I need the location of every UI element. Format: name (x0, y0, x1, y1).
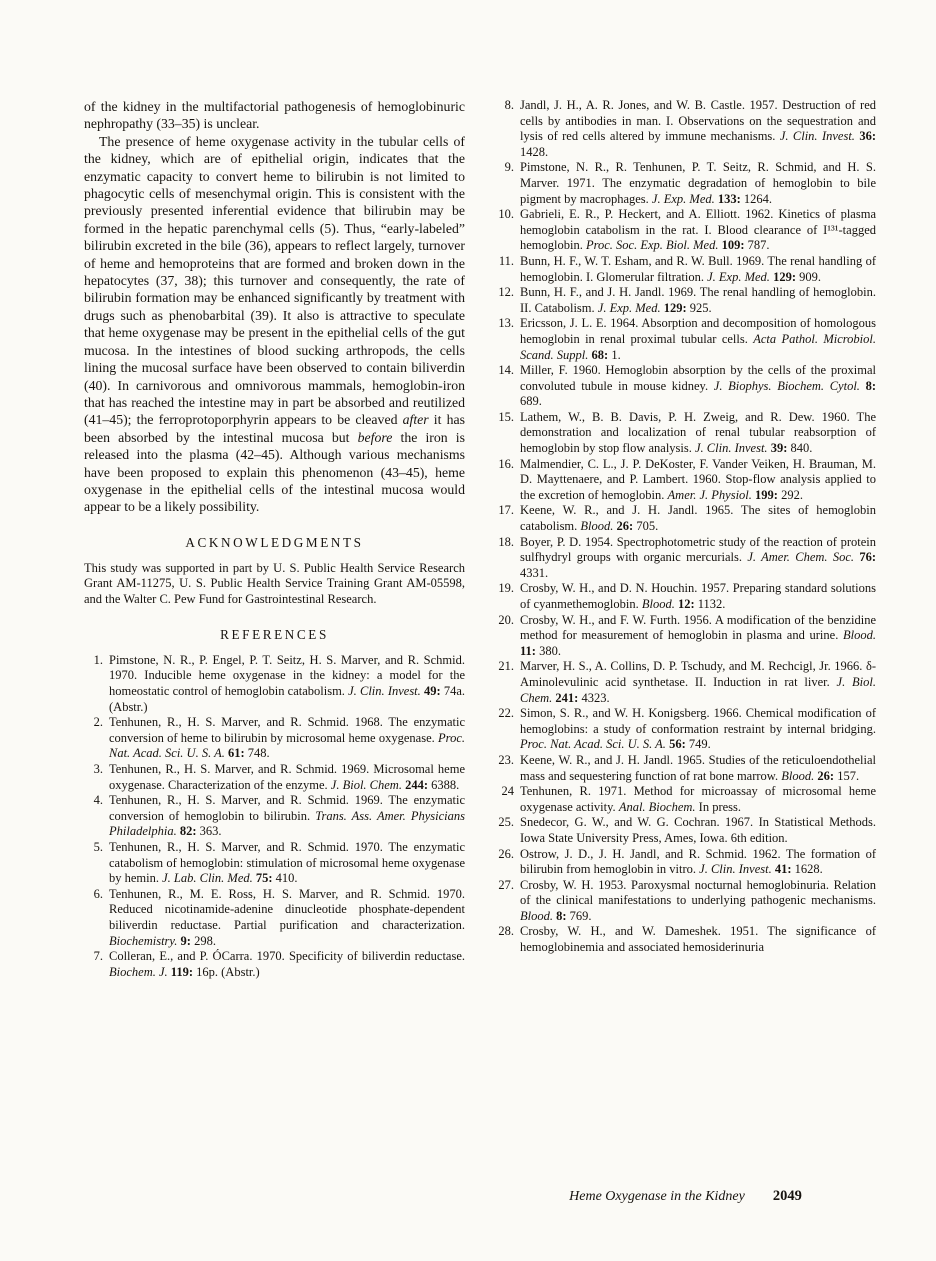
volume-number: 8: (865, 378, 877, 393)
journal-name: J. Clin. Invest. (348, 684, 421, 699)
journal-name: J. Clin. Invest. (695, 441, 768, 456)
volume-number: 109: (721, 238, 745, 253)
references-list-right (495, 98, 876, 956)
journal-name: J. Biol. Chem. (520, 674, 876, 705)
page-reference: 4323. (581, 690, 610, 705)
italic-word-after: after (402, 412, 429, 428)
reference-text: Snedecor, G. W., and W. G. Cochran. 1967. In Statistical Methods. Iowa State University Press, Ames, Iowa. 6th edition. (520, 815, 876, 845)
page-reference: 1628. (794, 862, 823, 877)
reference-item (495, 535, 876, 582)
reference-number: 26. (498, 846, 514, 861)
reference-number: 17. (498, 503, 514, 518)
page-reference: 6388. (431, 777, 460, 792)
page-reference: 157. (837, 768, 860, 783)
reference-item (84, 653, 465, 715)
page-number: 2049 (772, 1188, 802, 1204)
journal-name: Blood. (520, 908, 553, 923)
reference-item (495, 207, 876, 254)
reference-number: 3. (93, 762, 103, 777)
page-reference: 1264. (743, 191, 773, 206)
reference-number: 28. (498, 924, 514, 939)
page-reference: 787. (747, 238, 770, 253)
body-text-segment: it has been absorbed by the intestinal mucosa but (84, 412, 465, 445)
acknowledgments-text: This study was supported in part by U. S. Public Health Service Research Grant AM-11275, U. S. Public Health Service Training Grant AM-05598, and the Walter C. Pew Fund for Gastrointestinal Research. (84, 560, 465, 607)
journal-name: J. Biol. Chem. (330, 777, 402, 792)
journal-name: J. Exp. Med. (597, 300, 661, 315)
volume-number: 41: (774, 862, 792, 877)
reference-text: Ostrow, J. D., J. H. Jandl, and R. Schmid. 1962. The formation of bilirubin from hemoglobin in vitro. (520, 846, 876, 877)
journal-name: Blood. (781, 768, 815, 783)
page-reference: 909. (799, 269, 821, 284)
journal-name: J. Clin. Invest. (779, 129, 855, 144)
journal-name: Acta Pathol. Microbiol. Scand. Suppl. (520, 331, 876, 362)
journal-name: J. Exp. Med. (651, 191, 715, 206)
reference-text: Jandl, J. H., A. R. Jones, and W. B. Castle. 1957. Destruction of red cells by antibodies in man. I. Observations on the sequestration and lysis of red cells altered by immune mechanisms. (520, 98, 876, 144)
journal-name: Trans. Ass. Amer. Physicians Philadelphia. (109, 808, 465, 839)
reference-number: 8. (504, 98, 514, 112)
volume-number: 12: (677, 597, 695, 611)
page-reference: In press. (698, 799, 742, 814)
references-heading: REFERENCES (220, 626, 329, 642)
body-paragraph-continuation: of the kidney in the multifactorial pathogenesis of hemoglobinuric nephropathy (33–35) is unclear. (84, 99, 465, 132)
reference-item (495, 878, 876, 925)
reference-item (495, 706, 876, 753)
references-list-left (84, 653, 465, 980)
reference-number: 21. (498, 659, 514, 674)
journal-name: Proc. Nat. Acad. Sci. U. S. A. (520, 737, 666, 752)
reference-number: 27. (498, 877, 514, 892)
page-reference: 410. (275, 871, 298, 886)
reference-number: 10. (498, 207, 514, 222)
reference-number: 18. (498, 534, 514, 549)
reference-item (495, 659, 876, 706)
page-reference: 1132. (697, 597, 726, 611)
reference-number: 2. (93, 715, 103, 730)
reference-item (84, 840, 465, 887)
journal-name: J. Lab. Clin. Med. (162, 871, 253, 886)
reference-text: Crosby, W. H., and D. N. Houchin. 1957. Preparing standard solutions of cyanmethemoglobin. (520, 581, 876, 611)
journal-name: J. Amer. Chem. Soc. (747, 550, 855, 565)
reference-text: Tenhunen, R., H. S. Marver, and R. Schmid. 1968. The enzymatic conversion of heme to bilirubin by microsomal heme oxygenase. (109, 715, 465, 745)
page-reference: 298. (194, 933, 216, 948)
reference-text: Tenhunen, R., H. S. Marver, and R. Schmid. 1970. The enzymatic catabolism of hemoglobin: stimulation of microsomal heme oxygenase by hemin. (109, 839, 465, 886)
reference-text: Tenhunen, R., M. E. Ross, H. S. Marver, and R. Schmid. 1970. Reduced nicotinamide-adenine dinucleotide phosphate-dependent biliverdin reductase. Partial purification and characterization. (109, 886, 465, 932)
page-reference: 363. (199, 824, 222, 839)
body-paragraph (84, 133, 465, 516)
page-reference: 380. (539, 643, 561, 658)
reference-item (84, 793, 465, 840)
reference-text: Tenhunen, R. 1971. Method for microassay of microsomal heme oxygenase activity. (520, 784, 876, 814)
journal-name: Blood. (843, 628, 876, 643)
journal-name: Amer. J. Physiol. (667, 487, 752, 502)
reference-text: Gabrieli, E. R., P. Heckert, and A. Elliott. 1962. Kinetics of plasma hemoglobin catabolism in the rat. I. Blood clearance of I¹³¹-tagged hemoglobin. (520, 207, 876, 253)
volume-number: 199: (755, 487, 778, 502)
reference-number: 20. (498, 612, 514, 627)
page-reference: 749. (688, 737, 711, 752)
page-reference: 1428. (520, 144, 549, 159)
volume-number: 26: (817, 768, 835, 783)
volume-number: 49: (423, 684, 441, 699)
body-text-segment: The presence of heme oxygenase activity in the tubular cells of the kidney, which are of epithelial origin, indicates that the enzymatic capacity to convert heme to bilirubin is not limited to phagocytic cells of mesenchymal origin. This is consistent with the previously presented inferential evidence that bilirubin may be formed in the hepatic parenchymal cells (5). Thus, “early-labeled” bilirubin excreted in the bile (36), appears to reflect largely, turnover of heme and hemoproteins that are formed and broken down in the hepatocytes (37, 38); this turnover and consequently, the rate of bilirubin formation may be enhanced significantly by treatment with drugs such as phenobarbital (39). It also is attractive to speculate that heme oxygenase may be present in the epithelial cells of the gut mucosa. In the intestines of blood sucking arthropods, the cells lining the mucosal surface have been observed to contain biliverdin (40). In carnivorous and omnivorous mammals, hemoglobin-iron that has reached the intestine may in part be absorbed and reutilized (41–45); the ferroprotoporphyrin appears to be cleaved (84, 133, 465, 428)
page-reference: 689. (520, 394, 542, 409)
reference-number: 15. (498, 409, 514, 424)
reference-item (495, 815, 876, 846)
reference-text: Marver, H. S., A. Collins, D. P. Tschudy, and M. Rechcigl, Jr. 1966. δ-Aminolevulinic acid synthetase. II. Induction in rat liver. (520, 659, 876, 689)
reference-item (495, 581, 876, 612)
reference-text: Tenhunen, R., H. S. Marver, and R. Schmid. 1969. The enzymatic conversion of hemoglobin to bilirubin. (109, 793, 465, 823)
reference-number: 24 (501, 784, 514, 799)
left-column (84, 98, 465, 980)
reference-text: Pimstone, N. R., P. Engel, P. T. Seitz, H. S. Marver, and R. Schmid. 1970. Inducible heme oxygenase in the kidney: a model for the homeostatic control of hemoglobin catabolism. (109, 652, 465, 699)
volume-number: 9: (180, 933, 191, 948)
reference-text: Boyer, P. D. 1954. Spectrophotometric study of the reaction of protein sulfhydryl groups with organic mercurials. (520, 534, 876, 565)
reference-text: Simon, S. R., and W. H. Konigsberg. 1966. Chemical modification of hemoglobins: a study of conformation restraint by internal bridging. (520, 706, 876, 736)
reference-number: 9. (504, 160, 514, 175)
reference-item (84, 949, 465, 980)
page-footer (495, 1188, 876, 1205)
page-reference: 74a. (Abstr.) (109, 684, 466, 714)
reference-text: Pimstone, N. R., R. Tenhunen, P. T. Seitz, R. Schmid, and H. S. Marver. 1971. The enzymatic degradation of hemoglobin to bile pigment by macrophages. (520, 160, 876, 206)
journal-name: Biochem. J. (109, 964, 168, 979)
reference-item (495, 847, 876, 878)
journal-name: Blood. (641, 597, 675, 611)
journal-name: J. Exp. Med. (707, 269, 770, 284)
page-reference: 292. (781, 487, 803, 502)
journal-name: J. Biophys. Biochem. Cytol. (713, 378, 860, 393)
reference-item (84, 762, 465, 793)
reference-item (495, 924, 876, 955)
reference-number: 14. (498, 363, 514, 378)
volume-number: 56: (669, 737, 686, 752)
reference-item (84, 887, 465, 949)
reference-text: Colleran, E., and P. ÓCarra. 1970. Specificity of biliverdin reductase. (109, 949, 465, 964)
journal-name: Blood. (580, 519, 614, 534)
journal-name: J. Clin. Invest. (699, 862, 772, 877)
page-reference: 16p. (Abstr.) (196, 964, 260, 979)
reference-number: 4. (93, 793, 103, 808)
reference-number: 11. (498, 253, 514, 268)
reference-item (495, 410, 876, 457)
reference-number: 13. (498, 316, 514, 331)
page-reference: 1. (611, 347, 621, 362)
page-reference: 840. (790, 441, 813, 456)
reference-text: Crosby, W. H., and F. W. Furth. 1956. A modification of the benzidine method for measurement of hemoglobin in plasma and urine. (520, 612, 876, 643)
page-reference: 925. (689, 300, 712, 315)
volume-number: 133: (717, 191, 741, 206)
journal-name: Proc. Soc. Exp. Biol. Med. (585, 238, 719, 253)
reference-number: 23. (498, 752, 514, 767)
reference-item (495, 98, 876, 160)
reference-text: Bunn, H. F., and J. H. Jandl. 1969. The renal handling of hemoglobin. II. Catabolism. (520, 285, 876, 315)
reference-text: Keene, W. R., and J. H. Jandl. 1965. The sites of hemoglobin catabolism. (520, 503, 876, 534)
running-title: Heme Oxygenase in the Kidney (569, 1189, 745, 1204)
italic-word-before: before (357, 429, 393, 445)
reference-item (495, 285, 876, 316)
page-reference: 705. (636, 519, 659, 534)
reference-number: 5. (93, 839, 103, 854)
page-columns (84, 98, 876, 980)
reference-number: 25. (498, 815, 514, 830)
body-text-segment: the iron is released into the plasma (42–45). Although various mechanisms have been proposed to explain this phenomenon (43–45), heme oxygenase in the epithelial cells of the intestinal mucosa would appear to be a likely possibility. (84, 429, 465, 515)
acknowledgments-heading: ACKNOWLEDGMENTS (185, 534, 364, 550)
reference-item (84, 715, 465, 762)
reference-item (495, 503, 876, 534)
volume-number: 241: (555, 690, 579, 705)
journal-name: Biochemistry. (109, 933, 178, 948)
volume-number: 61: (227, 746, 245, 761)
page-reference: 4331. (520, 565, 549, 580)
page-reference: 748. (247, 746, 270, 761)
reference-text: Crosby, W. H. 1953. Paroxysmal nocturnal hemoglobinuria. Relation of the clinical manifestations to underlying pathogenic mechanisms. (520, 877, 876, 908)
volume-number: 8: (556, 908, 567, 923)
reference-number: 7. (93, 949, 103, 964)
reference-item (495, 363, 876, 410)
volume-number: 244: (405, 777, 428, 792)
reference-text: Ericsson, J. L. E. 1964. Absorption and decomposition of homologous hemoglobin in renal proximal tubular cells. (520, 316, 876, 346)
volume-number: 119: (170, 964, 194, 979)
reference-item (495, 316, 876, 363)
reference-text: Bunn, H. F., W. T. Esham, and R. W. Bull. 1969. The renal handling of hemoglobin. I. Glomerular filtration. (520, 253, 876, 284)
reference-text: Miller, F. 1960. Hemoglobin absorption by the cells of the proximal convoluted tubule in mouse kidney. (520, 363, 876, 393)
volume-number: 36: (859, 129, 876, 144)
reference-item (495, 753, 876, 784)
reference-item (495, 613, 876, 660)
reference-number: 12. (498, 285, 514, 300)
reference-item (495, 784, 876, 815)
volume-number: 26: (616, 519, 634, 534)
reference-item (495, 160, 876, 207)
reference-text: Keene, W. R., and J. H. Jandl. 1965. Studies of the reticuloendothelial mass and sequestering function of rat bone marrow. (520, 752, 876, 783)
reference-number: 16. (498, 456, 514, 471)
volume-number: 11: (520, 643, 536, 658)
volume-number: 76: (859, 550, 876, 565)
volume-number: 82: (179, 824, 197, 839)
volume-number: 129: (773, 269, 796, 284)
volume-number: 129: (663, 300, 687, 315)
journal-name: Anal. Biochem. (618, 799, 696, 814)
reference-number: 1. (93, 652, 103, 667)
reference-text: Malmendier, C. L., J. P. DeKoster, F. Vander Veiken, H. Brauman, M. D. Mayttenaere, and P. Lambert. 1960. Stop-flow analysis applied to the excretion of hemoglobin. (520, 456, 876, 502)
reference-text: Lathem, W., B. B. Davis, P. H. Zweig, and R. Dew. 1960. The demonstration and localization of renal tubular reabsorption of hemoglobin by stop flow analysis. (520, 409, 876, 456)
volume-number: 39: (770, 441, 788, 456)
volume-number: 68: (591, 347, 609, 362)
journal-name: Proc. Nat. Acad. Sci. U. S. A. (109, 730, 466, 761)
reference-item (495, 254, 876, 285)
reference-text: Tenhunen, R., H. S. Marver, and R. Schmid. 1969. Microsomal heme oxygenase. Characterization of the enzyme. (109, 762, 465, 792)
right-column (495, 98, 876, 980)
volume-number: 75: (255, 871, 273, 886)
reference-text: Crosby, W. H., and W. Dameshek. 1951. The significance of hemoglobinemia and associated hemosiderinuria (520, 924, 876, 955)
reference-number: 22. (498, 706, 514, 721)
page-reference: 769. (569, 908, 592, 923)
reference-number: 6. (93, 886, 103, 901)
reference-number: 19. (498, 581, 514, 596)
reference-item (495, 457, 876, 504)
